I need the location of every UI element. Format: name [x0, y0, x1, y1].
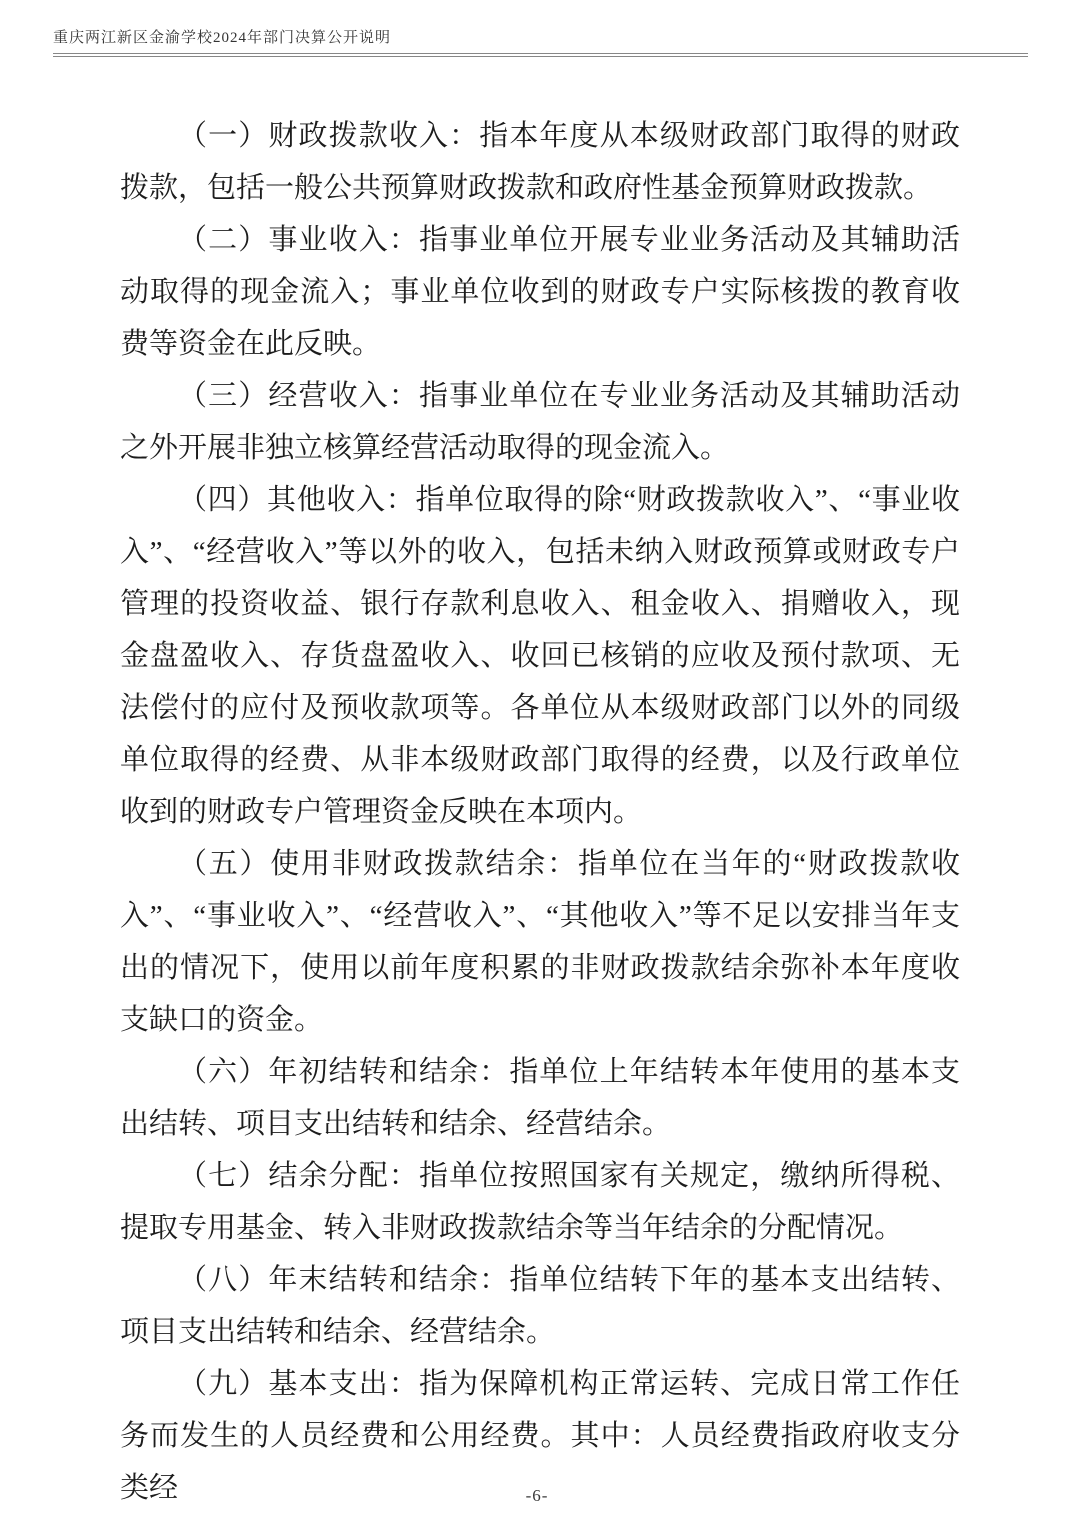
body-paragraph: （五）使用非财政拨款结余：指单位在当年的“财政拨款收入”、“事业收入”、“经营收入”、“其他收入”等不足以安排当年支出的情况下，使用以前年度积累的非财政拨款结余弥补本年度收支缺口的资金。	[120, 848, 960, 1036]
document-body	[120, 110, 960, 1514]
header-rule	[53, 53, 1028, 57]
body-paragraph: （四）其他收入：指单位取得的除“财政拨款收入”、“事业收入”、“经营收入”等以外的收入，包括未纳入财政预算或财政专户管理的投资收益、银行存款利息收入、租金收入、捐赠收入，现金盘盈收入、存货盘盈收入、收回已核销的应收及预付款项、无法偿付的应付及预收款项等。各单位从本级财政部门以外的同级单位取得的经费、从非本级财政部门取得的经费，以及行政单位收到的财政专户管理资金反映在本项内。	[120, 484, 960, 828]
body-paragraph: （六）年初结转和结余：指单位上年结转本年使用的基本支出结转、项目支出结转和结余、经营结余。	[120, 1056, 960, 1140]
body-paragraph: （二）事业收入：指事业单位开展专业业务活动及其辅助活动取得的现金流入；事业单位收到的财政专户实际核拨的教育收费等资金在此反映。	[120, 224, 960, 360]
body-paragraph: （九）基本支出：指为保障机构正常运转、完成日常工作任务而发生的人员经费和公用经费。其中：人员经费指政府收支分类经	[120, 1368, 960, 1504]
body-paragraph: （三）经营收入：指事业单位在专业业务活动及其辅助活动之外开展非独立核算经营活动取得的现金流入。	[120, 380, 960, 464]
body-paragraph: （一）财政拨款收入：指本年度从本级财政部门取得的财政拨款，包括一般公共预算财政拨款和政府性基金预算财政拨款。	[120, 120, 960, 204]
page-header	[53, 28, 1028, 57]
page-number: -6-	[525, 1486, 549, 1505]
body-paragraph: （八）年末结转和结余：指单位结转下年的基本支出结转、项目支出结转和结余、经营结余。	[120, 1264, 960, 1348]
header-title: 重庆两江新区金渝学校2024年部门决算公开说明	[53, 30, 392, 46]
page-footer	[0, 1486, 1074, 1506]
body-paragraph: （七）结余分配：指单位按照国家有关规定，缴纳所得税、提取专用基金、转入非财政拨款结余等当年结余的分配情况。	[120, 1160, 960, 1244]
